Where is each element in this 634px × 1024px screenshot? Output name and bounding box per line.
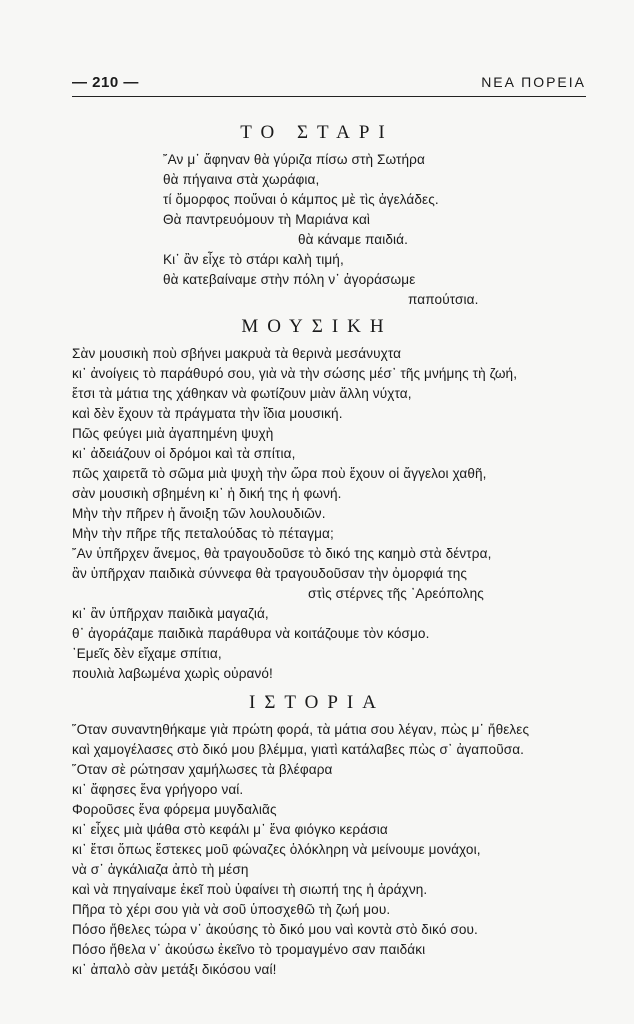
poem-line: ῎Αν μ᾽ ἄφηναν θὰ γύριζα πίσω στὴ Σωτήρα <box>163 152 425 167</box>
poem-line: ῎Αν ὑπῆρχεν ἄνεμος, θὰ τραγουδοῦσε τὸ δικό της καημὸ στὰ δέντρα, <box>72 546 492 561</box>
poem-line: νὰ σ᾽ ἀγκάλιαζα ἀπὸ τὴ μέση <box>72 862 249 877</box>
poem-line: Πόσο ἤθελες τώρα ν᾽ ἀκούσης τὸ δικό μου ναὶ κοντὰ στὸ δικό σου. <box>72 922 478 937</box>
poem-line: Πῶς φεύγει μιὰ ἀγαπημένη ψυχὴ <box>72 426 274 441</box>
poem-line: καὶ δὲν ἔχουν τὰ πράγματα τὴν ἴδια μουσική. <box>72 406 343 421</box>
poem-line: Θὰ παντρευόμουν τὴ Μαριάνα καὶ <box>163 212 371 227</box>
page-number: — 210 — <box>72 74 139 91</box>
poem-line: θ᾽ ἀγοράζαμε παιδικὰ παράθυρα νὰ κοιτάζουμε τὸν κόσμο. <box>72 626 430 641</box>
poem-line: ῞Οταν συναντηθήκαμε γιὰ πρώτη φορά, τὰ μάτια σου λέγαν, πὼς μ᾽ ἤθελες <box>72 722 530 737</box>
poem-line: τί ὄμορφος ποὔναι ὁ κάμπος μὲ τὶς ἀγελάδες. <box>163 192 439 207</box>
poem-line: σὰν μουσικὴ σβημένη κι᾽ ἡ δική της ἡ φωνή. <box>72 486 342 501</box>
poem-line: ἔτσι τὰ μάτια της χάθηκαν νὰ φωτίζουν μιὰν ἄλλη νύχτα, <box>72 386 412 401</box>
poem-line: ᾿Εμεῖς δὲν εἴχαμε σπίτια, <box>72 646 222 661</box>
poem-line: κι᾽ εἶχες μιὰ ψάθα στὸ κεφάλι μ᾽ ἕνα φιόγκο κεράσια <box>72 822 388 837</box>
poem-line: ῞Οταν σὲ ρώτησαν χαμήλωσες τὰ βλέφαρα <box>72 762 333 777</box>
header-rule <box>72 96 586 97</box>
poem-line: πῶς χαιρετᾶ τὸ σῶμα μιὰ ψυχὴ τὴν ὥρα ποὺ ἔχουν οἱ ἄγγελοι χαθῆ, <box>72 466 487 481</box>
running-title: ΝΕΑ ΠΟΡΕΙΑ <box>481 74 586 90</box>
poem-title-to-stari: ΤΟ ΣΤΑΡΙ <box>240 122 394 143</box>
poem-line: παπούτσια. <box>408 292 479 307</box>
poem-line: καὶ νὰ πηγαίναμε ἐκεῖ ποὺ ὑφαίνει τὴ σιωπή της ἡ ἀράχνη. <box>72 882 428 897</box>
poem-line: Πόσο ἤθελα ν᾽ ἀκούσω ἐκεῖνο τὸ τρομαγμένο σαν παιδάκι <box>72 942 426 957</box>
poem-line: Κι᾽ ἂν εἶχε τὸ στάρι καλὴ τιμή, <box>163 252 344 267</box>
poem-line: θὰ κάναμε παιδιά. <box>298 232 408 247</box>
poem-title-istoria: ΙΣΤΟΡΙΑ <box>249 692 385 713</box>
poem-line: θὰ πήγαινα στὰ χωράφια, <box>163 172 320 187</box>
poem-line: θὰ κατεβαίναμε στὴν πόλη ν᾽ ἀγοράσωμε <box>163 272 416 287</box>
poem-title-mousiki: ΜΟΥΣΙΚΗ <box>241 316 393 337</box>
poem-line: κι᾽ ἔτσι ὅπως ἔστεκες μοῦ φώναζες ὁλόκληρη νὰ μείνουμε μονάχοι, <box>72 842 481 857</box>
poem-line: Σὰν μουσικὴ ποὺ σβήνει μακρυὰ τὰ θερινὰ μεσάνυχτα <box>72 346 402 361</box>
poem-line: Μὴν τὴν πῆρε τῆς πεταλούδας τὸ πέταγμα; <box>72 526 334 541</box>
poem-line: κι᾽ ἄφησες ἕνα γρήγορο ναί. <box>72 782 244 797</box>
poem-line: κι᾽ ἀνοίγεις τὸ παράθυρό σου, γιὰ νὰ τὴν σώσης μέσ᾽ τῆς μνήμης τὴ ζωή, <box>72 366 518 381</box>
poem-line: Φοροῦσες ἕνα φόρεμα μυγδαλιᾶς <box>72 802 277 817</box>
poem-line: ἂν ὑπῆρχαν παιδικὰ σύννεφα θὰ τραγουδοῦσαν τὴν ὀμορφιά της <box>72 566 468 581</box>
poem-line: κι᾽ ἂν ὑπῆρχαν παιδικὰ μαγαζιά, <box>72 606 269 621</box>
page-header <box>72 70 586 94</box>
poem-line: κι᾽ ἀδειάζουν οἱ δρόμοι καὶ τὰ σπίτια, <box>72 446 296 461</box>
poem-line: Μὴν τὴν πῆρεν ἡ ἄνοιξη τῶν λουλουδιῶν. <box>72 506 326 521</box>
poem-line: κι᾽ ἀπαλὸ σὰν μετάξι δικόσου ναί! <box>72 962 277 977</box>
poem-line: καὶ χαμογέλασες στὸ δικό μου βλέμμα, γιατὶ κατάλαβες πὼς σ᾽ ἀγαποῦσα. <box>72 742 525 757</box>
poem-line: πουλιὰ λαβωμένα χωρὶς οὐρανό! <box>72 666 273 681</box>
poem-line: στὶς στέρνες τῆς ᾿Αρεόπολης <box>308 586 484 601</box>
poem-line: Πῆρα τὸ χέρι σου γιὰ νὰ σοῦ ὑποσχεθῶ τὴ ζωή μου. <box>72 902 391 917</box>
